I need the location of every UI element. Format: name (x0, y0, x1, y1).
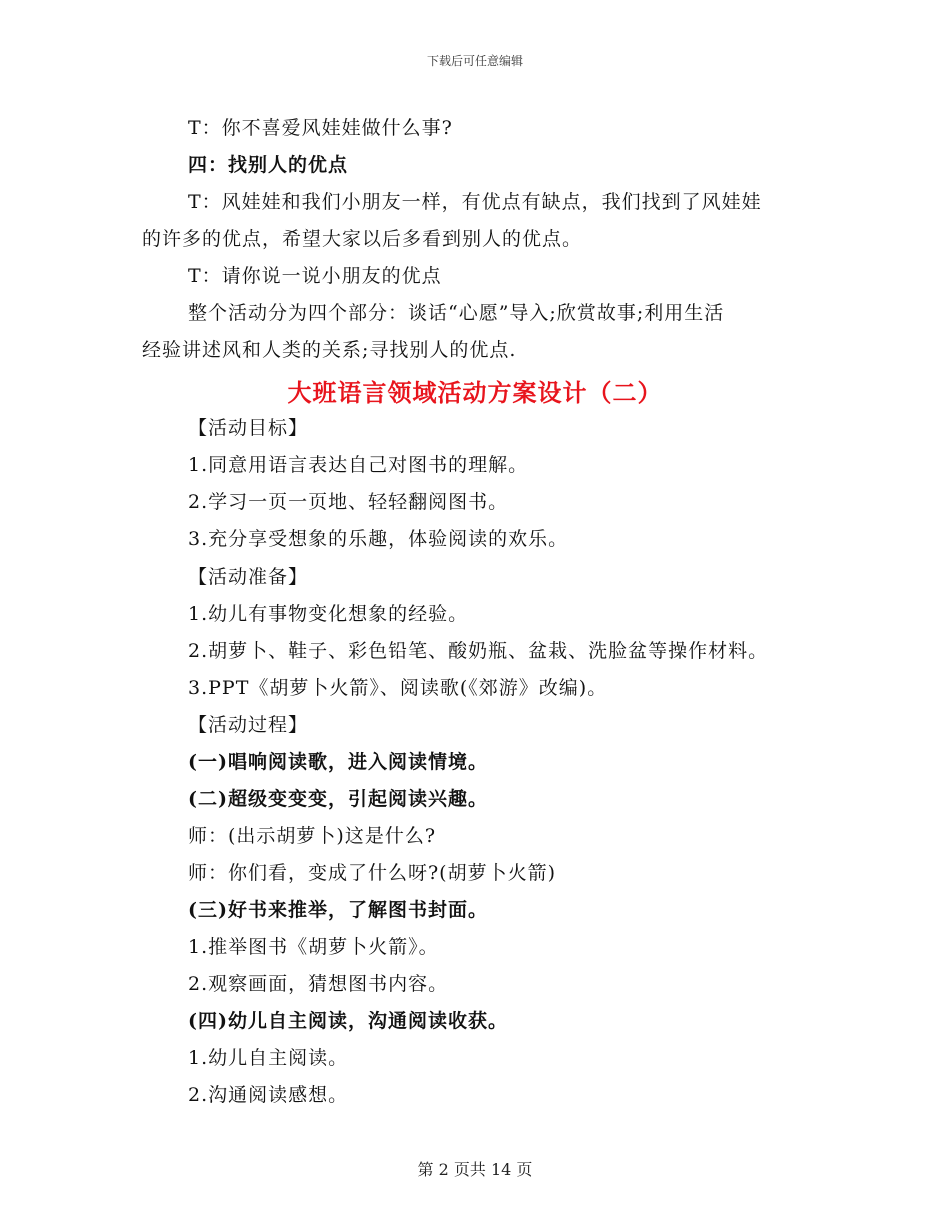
step-heading: (二)超级变变变，引起阅读兴趣。 (188, 788, 488, 810)
paragraph-line: 的许多的优点，希望大家以后多看到别人的优点。 (142, 228, 583, 250)
list-item: 2.观察画面，猜想图书内容。 (188, 973, 449, 995)
page-footer: 第 2 页共 14 页 (417, 1160, 533, 1179)
list-item: 3.充分享受想象的乐趣，体验阅读的欢乐。 (188, 528, 569, 550)
step-heading: (一)唱响阅读歌，进入阅读情境。 (188, 751, 488, 773)
subsection-label: 【活动目标】 (188, 417, 309, 439)
subsection-label: 【活动过程】 (188, 714, 309, 736)
list-item: 1.同意用语言表达自己对图书的理解。 (188, 454, 529, 476)
step-heading: (四)幼儿自主阅读，沟通阅读收获。 (188, 1010, 508, 1032)
paragraph-line: T：风娃娃和我们小朋友一样，有优点有缺点，我们找到了风娃娃 (188, 191, 762, 213)
section-title: 大班语言领域活动方案设计（二） (287, 378, 663, 407)
list-item: 2.沟通阅读感想。 (188, 1084, 349, 1106)
paragraph-line: 师：(出示胡萝卜)这是什么? (188, 825, 437, 847)
list-item: 1.幼儿有事物变化想象的经验。 (188, 603, 469, 625)
step-heading: (三)好书来推举，了解图书封面。 (188, 899, 488, 921)
subsection-label: 【活动准备】 (188, 566, 309, 588)
paragraph-line: 经验讲述风和人类的关系;寻找别人的优点. (142, 339, 517, 361)
list-item: 1.幼儿自主阅读。 (188, 1047, 349, 1069)
paragraph-line: 整个活动分为四个部分：谈话“心愿”导入;欣赏故事;利用生活 (188, 302, 725, 324)
section-heading: 四：找别人的优点 (188, 154, 349, 176)
paragraph-line: T：你不喜爱风娃娃做什么事? (188, 117, 453, 139)
list-item: 3.PPT《胡萝卜火箭》、阅读歌(《郊游》改编)。 (188, 677, 608, 699)
paragraph-line: T：请你说一说小朋友的优点 (188, 265, 442, 287)
list-item: 2.学习一页一页地、轻轻翻阅图书。 (188, 491, 509, 513)
list-item: 1.推举图书《胡萝卜火箭》。 (188, 936, 439, 958)
list-item: 2.胡萝卜、鞋子、彩色铅笔、酸奶瓶、盆栽、洗脸盆等操作材料。 (188, 640, 769, 662)
page-header: 下载后可任意编辑 (426, 54, 523, 68)
paragraph-line: 师：你们看，变成了什么呀?(胡萝卜火箭) (188, 862, 557, 884)
